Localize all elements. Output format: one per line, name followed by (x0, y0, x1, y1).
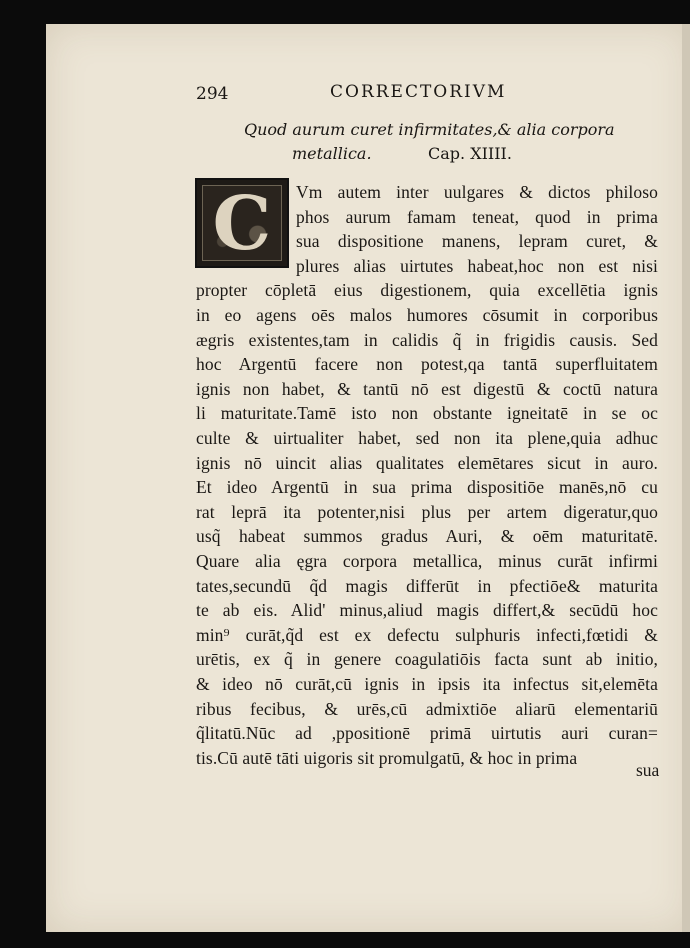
running-title: CORRECTORIVM (330, 82, 507, 102)
page-number: 294 (196, 84, 229, 104)
text-line: min⁹ curāt,q̃d est ex defectu sulphuris infecti,fœtidi & (196, 624, 658, 645)
text-line: Et ideo Argentū in sua prima dispositiōe manēs,nō cu (196, 477, 658, 498)
chapter-title-line-2: metallica. (292, 144, 372, 163)
text-line: ignis nō uincit alias qualitates elemētares sicut in auro. (196, 452, 659, 473)
text-line: te ab eis. Alid' minus,aliud magis differt,& secūdū hoc (196, 600, 658, 621)
text-line: hoc Argentū facere non potest,qa tantā superfluitatem (196, 354, 659, 375)
chapter-title-line-1: Quod aurum curet infirmitates,& alia corpora (244, 120, 615, 139)
text-line: rat leprā ita potenter,nisi plus per artem digeratur,quo (196, 501, 659, 522)
text-line: in eo agens oēs malos humores cōsumit in corporibus (196, 305, 658, 325)
decorated-initial (195, 178, 289, 268)
text-line: usq̃ habeat summos gradus Auri, & oēm maturitatē. (196, 526, 658, 547)
text-line: ignis non habet, & tantū nō est digestū & coctū natura (196, 378, 659, 399)
page-edge (682, 24, 690, 932)
text-line: propter cōpletā eius digestionem, quia excellētia ignis (196, 280, 658, 301)
book-page (46, 24, 690, 932)
text-line: culte & uirtualiter habet, sed non ita plene,quia adhuc (196, 428, 659, 448)
text-line: tis.Cū autē tāti uigoris sit promulgatū, & hoc in prima (196, 747, 578, 768)
text-line: q̃litatū.Nūc ad ,ppositionē primā uirtutis auri curan= (196, 723, 658, 744)
text-line: ægris existentes,tam in calidis q̃ in frigidis causis. Sed (196, 329, 659, 350)
text-line: phos aurum famam teneat, quod in prima (296, 206, 659, 227)
text-line: Vm autem inter uulgares & dictos philoso (296, 182, 659, 202)
text-line: urētis, ex q̃ in genere coagulatiōis facta sunt ab initio, (196, 649, 659, 670)
text-line: & ideo nō curāt,cū ignis in ipsis ita infectus sit,elemēta (196, 674, 658, 694)
catchword: sua (636, 760, 660, 780)
text-line: ribus fecibus, & urēs,cū admixtiōe aliarū elementariū (196, 698, 659, 719)
text-line: Quare alia ęgra corpora metallica, minus curāt infirmi (196, 551, 658, 571)
text-line: sua dispositione manens, lepram curet, & (296, 231, 659, 252)
chapter-number: Cap. XIIII. (428, 144, 512, 163)
page-header (46, 80, 690, 110)
text-line: li maturitate.Tamē isto non obstante igneitatē in se oc (196, 403, 659, 424)
initial-letter: C (212, 181, 272, 267)
text-line: tates,secundū q̃d magis differūt in pfectiōe& maturita (196, 575, 659, 596)
text-line: plures alias uirtutes habeat,hoc non est nisi (296, 255, 659, 276)
